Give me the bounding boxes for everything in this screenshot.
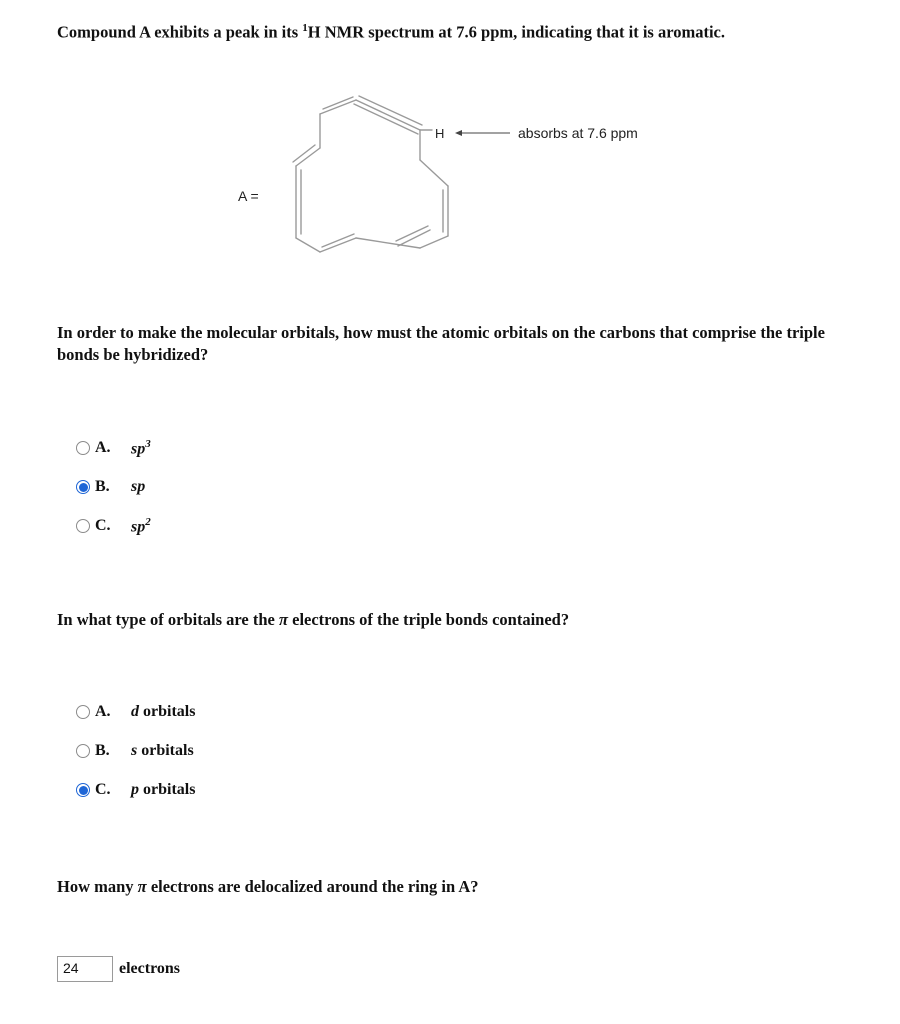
question-3-text: How many π electrons are delocalized around the ring in A?	[57, 877, 479, 896]
option-text: $sp^2$	[131, 515, 151, 536]
h-atom-label: H	[435, 126, 445, 141]
bond	[420, 160, 448, 186]
bond	[420, 236, 448, 248]
annotation-text: absorbs at 7.6 ppm	[518, 125, 638, 141]
q2-option-b[interactable]	[76, 741, 194, 761]
intro-superscript: 1	[302, 22, 308, 34]
bond	[296, 238, 320, 252]
bond	[356, 100, 420, 130]
radio-button[interactable]	[76, 441, 90, 455]
bond	[320, 100, 356, 114]
radio-button[interactable]	[76, 744, 90, 758]
option-text: s orbitals	[131, 742, 194, 759]
radio-button[interactable]	[76, 705, 90, 719]
radio-button-selected[interactable]	[76, 480, 90, 494]
radio-button-selected[interactable]	[76, 783, 90, 797]
option-text: p orbitals	[131, 781, 196, 798]
electron-count-input[interactable]: 24	[57, 956, 113, 982]
question-1-text: In order to make the molecular orbitals, how must the atomic orbitals on the carbons that comprise the triple bonds be hybridized?	[57, 323, 825, 364]
option-letter: C.	[95, 781, 111, 798]
compound-a-structure	[230, 88, 690, 278]
option-text: sp	[131, 478, 146, 495]
radio-button[interactable]	[76, 519, 90, 533]
intro-text: Compound A exhibits a peak in its $^1$H NMR spectrum at 7.6 ppm, indicating that it is aromatic.	[57, 22, 726, 42]
option-letter: B.	[95, 478, 110, 495]
option-letter: A.	[95, 703, 111, 720]
option-text: $sp^3$	[131, 437, 151, 458]
q1-option-a[interactable]	[76, 438, 151, 458]
question-2-text: In what type of orbitals are the π electrons of the triple bonds contained?	[57, 610, 570, 629]
q1-option-c[interactable]	[76, 516, 151, 536]
compound-label: A =	[238, 188, 259, 204]
option-letter: B.	[95, 742, 110, 759]
q2-option-a[interactable]	[76, 702, 195, 722]
answer-unit: electrons	[119, 960, 181, 977]
option-text: d orbitals	[131, 703, 196, 720]
answer-row	[57, 956, 180, 982]
arrow-head-icon	[455, 130, 462, 136]
option-letter: C.	[95, 517, 111, 534]
option-letter: A.	[95, 439, 111, 456]
q2-option-c[interactable]	[76, 780, 195, 800]
q1-option-b[interactable]	[76, 477, 145, 497]
